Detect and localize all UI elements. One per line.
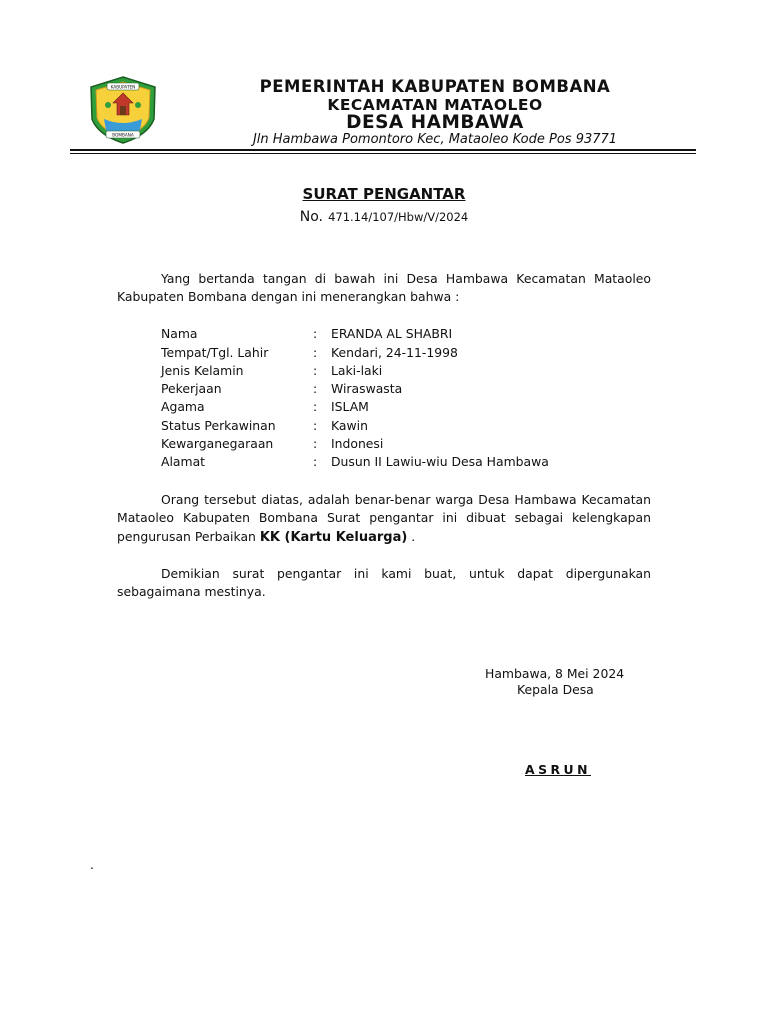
field-label: Jenis Kelamin (161, 362, 244, 378)
letterhead-district: KECAMATAN MATAOLEO (327, 96, 543, 114)
letterhead-rule-thick (70, 149, 696, 151)
field-colon: : (313, 417, 318, 433)
field-row-religion (161, 399, 611, 417)
field-value: Kendari, 24-11-1998 (331, 344, 458, 360)
footer-mark: . (90, 858, 94, 872)
field-label: Status Perkawinan (161, 417, 276, 433)
field-label: Agama (161, 399, 205, 415)
field-label: Nama (161, 326, 198, 341)
letterhead-government: PEMERINTAH KABUPATEN BOMBANA (259, 77, 611, 96)
field-row-citizenship (161, 436, 611, 454)
field-value: ERANDA AL SHABRI (331, 326, 453, 341)
field-label: Pekerjaan (161, 381, 222, 397)
field-value: Kawin (331, 417, 368, 433)
signature-position: Kepala Desa (517, 682, 594, 697)
purpose-paragraph (117, 491, 651, 547)
bombana-regency-logo (88, 75, 158, 145)
letter-number: 471.14/107/Hbw/V/2024 (328, 210, 469, 224)
field-colon: : (313, 381, 318, 397)
letter-title: SURAT PENGANTAR (302, 185, 466, 203)
letterhead-address: Jln Hambawa Pomontoro Kec, Mataoleo Kode Pos 93771 (252, 132, 618, 147)
field-colon: : (313, 454, 318, 470)
field-label: Tempat/Tgl. Lahir (161, 344, 269, 360)
field-row-nama (161, 326, 611, 344)
purpose-text: Orang tersebut diatas, adalah benar-benar warga Desa Hambawa Kecamatan Mataoleo Kabupaten Bombana Surat pengantar ini dibuat sebagai kelengkapan pengurusan Perbaikan (117, 492, 651, 544)
field-colon: : (313, 399, 318, 415)
field-value: Wiraswasta (331, 381, 403, 397)
signer-name: ASRUN (525, 762, 591, 777)
field-row-address (161, 454, 611, 472)
field-value: Dusun II Lawiu-wiu Desa Hambawa (331, 454, 549, 470)
field-colon: : (313, 344, 318, 360)
field-row-occupation (161, 381, 611, 399)
letterhead-rule-thin (70, 153, 696, 154)
field-label: Alamat (161, 454, 206, 470)
letter-title-container (0, 185, 768, 203)
field-row-marital (161, 418, 611, 436)
logo-top-text: KABUPATEN (110, 84, 136, 90)
field-row-gender (161, 363, 611, 381)
field-label: Kewarganegaraan (161, 436, 274, 451)
field-value: ISLAM (331, 399, 369, 415)
field-colon: : (313, 436, 318, 451)
field-value: Laki-laki (331, 362, 383, 378)
field-colon: : (313, 326, 318, 341)
letterhead-village: DESA HAMBAWA (346, 112, 524, 133)
logo-bottom-text: BOMBANA (112, 132, 134, 138)
letter-number-prefix: No. (299, 209, 323, 225)
closing-paragraph: Demikian surat pengantar ini kami buat, untuk dapat dipergunakan sebagaimana mestinya. (117, 566, 651, 600)
field-row-birth (161, 345, 611, 363)
purpose-emphasis: KK (Kartu Keluarga) (259, 529, 408, 545)
intro-paragraph: Yang bertanda tangan di bawah ini Desa Hambawa Kecamatan Mataoleo Kabupaten Bombana dengan ini menerangkan bahwa : (117, 271, 651, 305)
signature-place-date: Hambawa, 8 Mei 2024 (485, 666, 625, 681)
letter-number-line (0, 206, 768, 225)
field-colon: : (313, 362, 318, 378)
purpose-end: . (407, 528, 416, 544)
field-value: Indonesi (331, 436, 384, 451)
